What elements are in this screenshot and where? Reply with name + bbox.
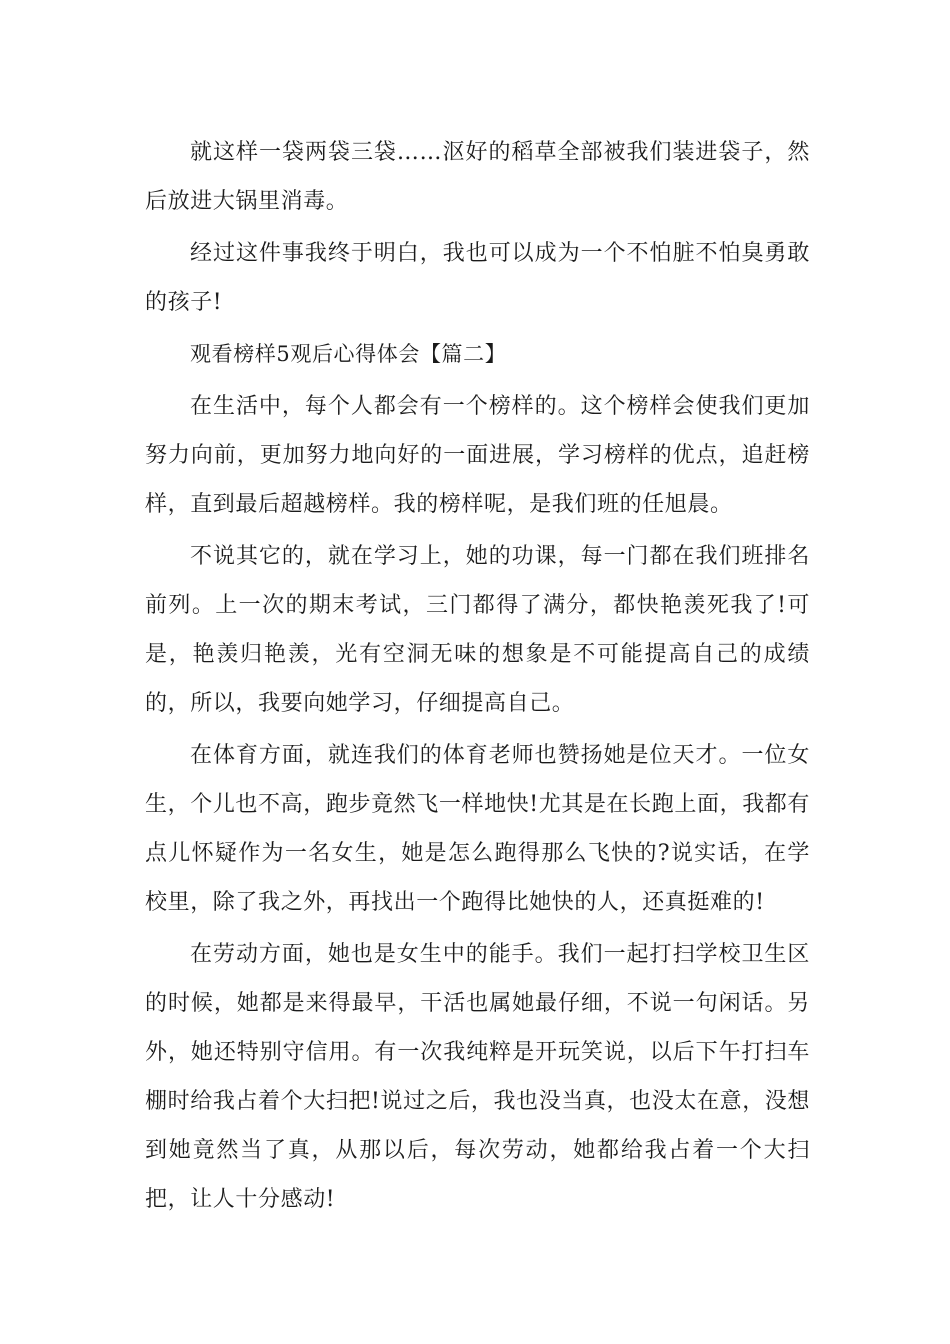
paragraph: 经过这件事我终于明白，我也可以成为一个不怕脏不怕臭勇敢的孩子! <box>145 241 810 315</box>
paragraph: 不说其它的，就在学习上，她的功课，每一门都在我们班排名前列。上一次的期末考试，三门都得了满分，都快艳羡死我了!可是，艳羡归艳羡，光有空洞无味的想象是不可能提高自己的成绩的，所以，我要向她学习，仔细提高自己。 <box>145 544 810 716</box>
paragraph: 在体育方面，就连我们的体育老师也赞扬她是位天才。一位女生，个儿也不高，跑步竟然飞一样地快!尤其是在长跑上面，我都有点儿怀疑作为一名女生，她是怎么跑得那么飞快的?说实话，在学校里，除了我之外，再找出一个跑得比她快的人，还真挺难的! <box>145 743 810 915</box>
paragraph: 在劳动方面，她也是女生中的能手。我们一起打扫学校卫生区的时候，她都是来得最早，干活也属她最仔细，不说一句闲话。另外，她还特别守信用。有一次我纯粹是开玩笑说，以后下午打扫车棚时给我占着个大扫把!说过之后，我也没当真，也没太在意，没想到她竟然当了真，从那以后，每次劳动，她都给我占着一个大扫把，让人十分感动! <box>145 942 810 1212</box>
paragraph: 在生活中，每个人都会有一个榜样的。这个榜样会使我们更加努力向前，更加努力地向好的一面进展，学习榜样的优点，追赶榜样，直到最后超越榜样。我的榜样呢，是我们班的任旭晨。 <box>145 394 810 517</box>
section-heading: 观看榜样5观后心得体会【篇二】 <box>190 342 507 366</box>
paragraph: 就这样一袋两袋三袋……沤好的稻草全部被我们装进袋子，然后放进大锅里消毒。 <box>145 140 810 214</box>
document-body <box>145 128 810 1227</box>
